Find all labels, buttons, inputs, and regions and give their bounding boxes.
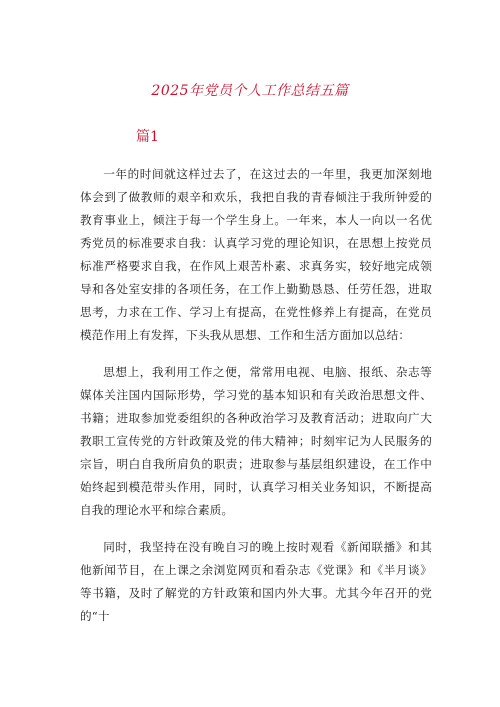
section-heading: 篇1 (136, 129, 159, 145)
document-body (80, 163, 432, 642)
document-title: 2025年党员个人工作总结五篇 (151, 83, 349, 99)
paragraph: 思想上，我利用工作之便，常常用电视、电脑、报纸、杂志等媒体关注国内国际形势，学习党的基本知识和有关政治思想文件、书籍；进取参加党委组织的各种政治学习及教育活动；进取向广大教职工宣传党的方针政策及党的伟大精神；时刻牢记为人民服务的宗旨，明白自我所肩负的职责；进取参与基层组织建设，在工作中始终起到模范带头作用，同时，认真学习相关业务知识，不断提高自我的理论水平和综合素质。 (80, 365, 432, 517)
paragraph: 一年的时间就这样过去了，在这过去的一年里，我更加深刻地体会到了做教师的艰辛和欢乐，我把自我的青春倾注于我所钟爱的教育事业上，倾注于每一个学生身上。一年来，本人一向以一名优秀党员的标准要求自我：认真学习党的理论知识，在思想上按党员标准严格要求自我，在作风上艰苦朴素、求真务实，较好地完成领导和各处室安排的各项任务，在工作上勤勤恳恳、任劳任怨，进取思考，力求在工作、学习上有提高，在党性修养上有提高，在党员模范作用上有发挥，下头我从思想、工作和生活方面加以总结： (80, 167, 432, 342)
paragraph: 同时，我坚持在没有晚自习的晚上按时观看《新闻联播》和其他新闻节目，在上课之余浏览网页和看杂志《党课》和《半月谈》等书籍，及时了解党的方针政策和国内外大事。尤其今年召开的党的“十 (80, 540, 432, 623)
